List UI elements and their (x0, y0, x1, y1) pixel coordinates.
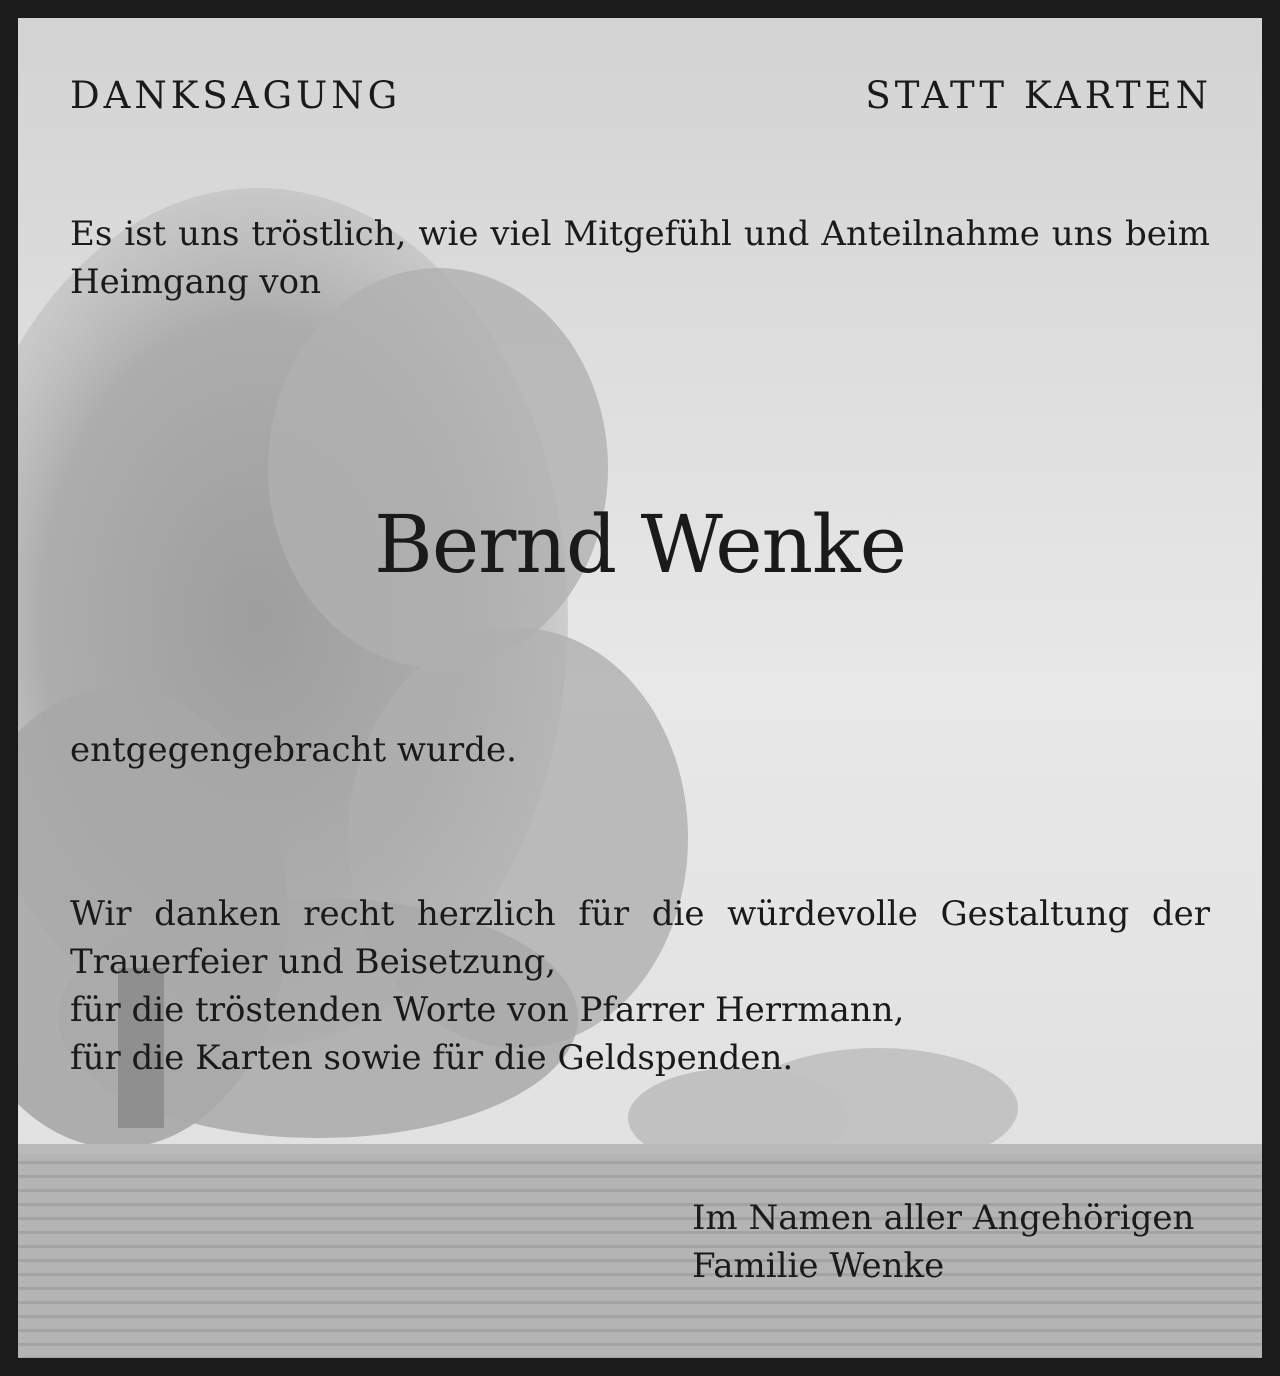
header-statt-karten: STATT KARTEN (865, 74, 1212, 117)
intro-text: Es ist uns tröstlich, wie viel Mitgefühl und Anteilnahme uns beim Heimgang von (70, 214, 1210, 302)
signature (692, 1194, 1194, 1290)
thanks-line: Wir danken recht herzlich für die würdevolle Gestaltung der (70, 894, 1210, 934)
deceased-name: Bernd Wenke (374, 498, 906, 591)
header-danksagung: DANKSAGUNG (70, 74, 402, 117)
signature-line: Im Namen aller Angehörigen (692, 1198, 1195, 1238)
after-name-text: entgegengebracht wurde. (70, 730, 517, 770)
thanks-line: Trauerfeier und Beisetzung, (70, 942, 557, 982)
signature-family: Familie Wenke (692, 1246, 945, 1286)
thanks-paragraph (70, 890, 1210, 1082)
thanks-line: für die Karten sowie für die Geldspenden. (70, 1038, 794, 1078)
thanks-line: für die tröstenden Worte von Pfarrer Herrmann, (70, 990, 905, 1030)
